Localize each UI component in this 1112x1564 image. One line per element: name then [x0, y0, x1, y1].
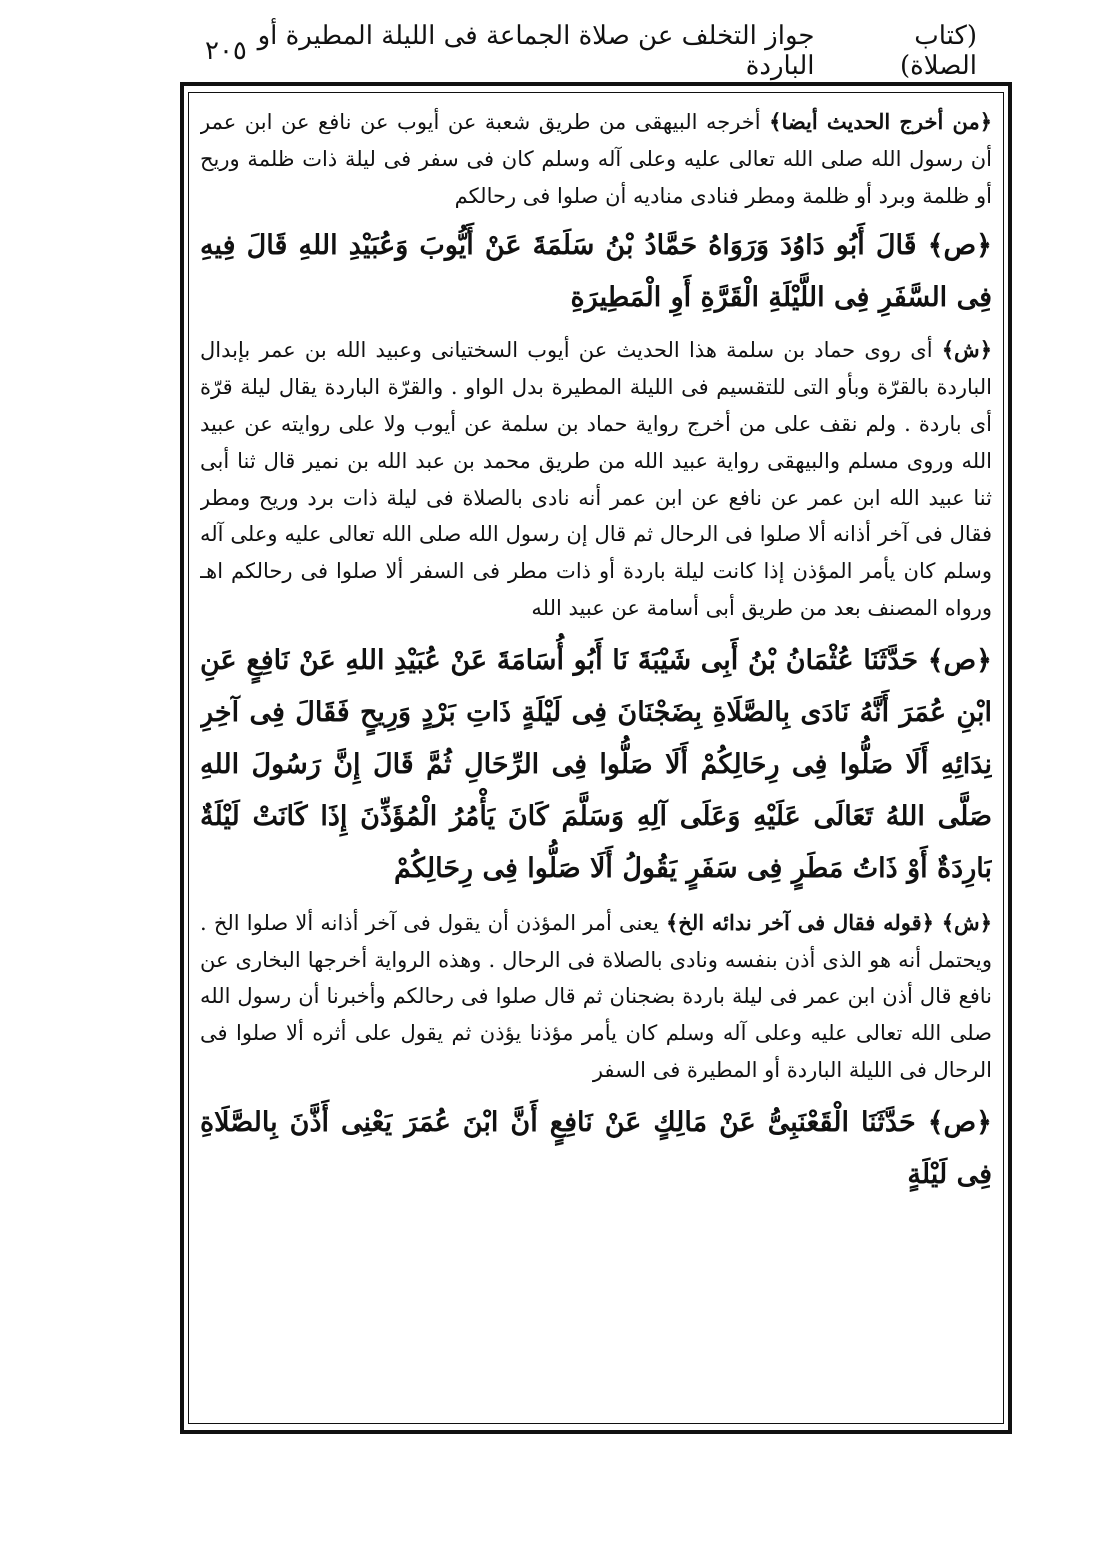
paragraph-text: يعنى أمر المؤذن أن يقول فى آخر أذانه ألا صلوا الخ . ويحتمل أنه هو الذى أذن بنفسه ونادى بالصلاة فى الرحال . وهذه الرواية أخرجها البخارى عن نافع قال أذن ابن عمر فى ليلة باردة بضجنان ثم قال صلوا فى رحالكم وأخبرنا أن رسول الله صلى الله تعالى عليه وعلى آله وسلم كان يأمر مؤذنا يؤذن ثم يقول على أثره ألا صلوا فى الرحال فى الليلة الباردة أو المطيرة فى السفر [200, 910, 992, 1082]
section-label: ﴿ص﴾ [927, 230, 992, 262]
paragraph-text: أخرجه البيهقى من طريق شعبة عن أيوب عن نافع عن ابن عمر أن رسول الله صلى الله تعالى عليه وعلى آله وسلم كان فى سفر فى ليلة ذات ظلمة وريح أو ظلمة وبرد أو ظلمة ومطر فنادى مناديه أن صلوا فى رحالكم [200, 110, 992, 208]
hadith-text-paragraph [200, 635, 992, 895]
section-label: ﴿ش﴾ ﴿قوله فقال فى آخر ندائه الخ﴾ [666, 909, 992, 935]
page-body [200, 104, 992, 1414]
hadith-text-paragraph [200, 1097, 992, 1201]
running-title [247, 21, 977, 81]
commentary-paragraph [200, 332, 992, 626]
section-label: ﴿من أخرج الحديث أيضا﴾ [769, 109, 992, 134]
section-label: ﴿ص﴾ [927, 1106, 992, 1138]
page-header [205, 21, 977, 81]
paragraph-text: أى روى حماد بن سلمة هذا الحديث عن أيوب السختيانى وعبيد الله بن عمر بإبدال الباردة بالقرّة وبأو التى للتقسيم فى الليلة المطيرة بدل الواو . والقرّة الباردة يقال ليلة قرّة أى باردة . ولم نقف على من أخرج رواية حماد بن سلمة عن أيوب ولا على روايته عن عبيد الله وروى مسلم والبيهقى رواية عبيد الله من طريق محمد بن عبد الله بن نمير قال ثنا أبى ثنا عبيد الله ابن عمر عن نافع عن ابن عمر أنه نادى بالصلاة فى ليلة ذات برد وريح ومطر فقال فى آخر أذانه ألا صلوا فى الرحال ثم قال إن رسول الله صلى الله تعالى عليه وعلى آله وسلم كان يأمر المؤذن إذا كانت ليلة باردة أو ذات مطر فى السفر ألا صلوا فى رحالكم اهـ ورواه المصنف بعد من طريق أبى أسامة عن عبيد الله [200, 338, 992, 620]
section-label: ﴿ش﴾ [941, 337, 992, 363]
hadith-text-paragraph [200, 220, 992, 324]
paragraph-text: حَدَّثَنَا الْقَعْنَبِىُّ عَنْ مَالِكٍ عَنْ نَافِعٍ أَنَّ ابْنَ عُمَرَ يَعْنِى أَذَّنَ بِالصَّلَاةِ فِى لَيْلَةٍ [200, 1106, 992, 1190]
page-number: ٢٠٥ [205, 36, 247, 66]
commentary-paragraph [200, 905, 992, 1089]
commentary-paragraph [200, 104, 992, 214]
book-title: (كتاب الصلاة) [900, 21, 977, 81]
chapter-title: جواز التخلف عن صلاة الجماعة فى الليلة المطيرة أو الباردة [257, 21, 815, 81]
paragraph-text: قَالَ أَبُو دَاوُدَ وَرَوَاهُ حَمَّادُ بْنُ سَلَمَةَ عَنْ أَيُّوبَ وَعُبَيْدِ اللهِ قَالَ فِيهِ فِى السَّفَرِ فِى اللَّيْلَةِ الْقَرَّةِ أَوِ الْمَطِيرَةِ [200, 230, 992, 314]
paragraph-text: حَدَّثَنَا عُثْمَانُ بْنُ أَبِى شَيْبَةَ نَا أَبُو أُسَامَةَ عَنْ عُبَيْدِ اللهِ عَنْ نَافِعٍ عَنِ ابْنِ عُمَرَ أَنَّهُ نَادَى بِالصَّلَاةِ بِضَجْنَانَ فِى لَيْلَةٍ ذَاتِ بَرْدٍ وَرِيحٍ فَقَالَ فِى آخِرِ نِدَائِهِ أَلَا صَلُّوا فِى رِحَالِكُمْ أَلَا صَلُّوا فِى الرِّحَالِ ثُمَّ قَالَ إِنَّ رَسُولَ اللهِ صَلَّى اللهُ تَعَالَى عَلَيْهِ وَعَلَى آلِهِ وَسَلَّمَ كَانَ يَأْمُرُ الْمُؤَذِّنَ إِذَا كَانَتْ لَيْلَةٌ بَارِدَةٌ أَوْ ذَاتُ مَطَرٍ فِى سَفَرٍ يَقُولُ أَلَا صَلُّوا فِى رِحَالِكُمْ [200, 644, 992, 884]
section-label: ﴿ص﴾ [927, 644, 992, 676]
